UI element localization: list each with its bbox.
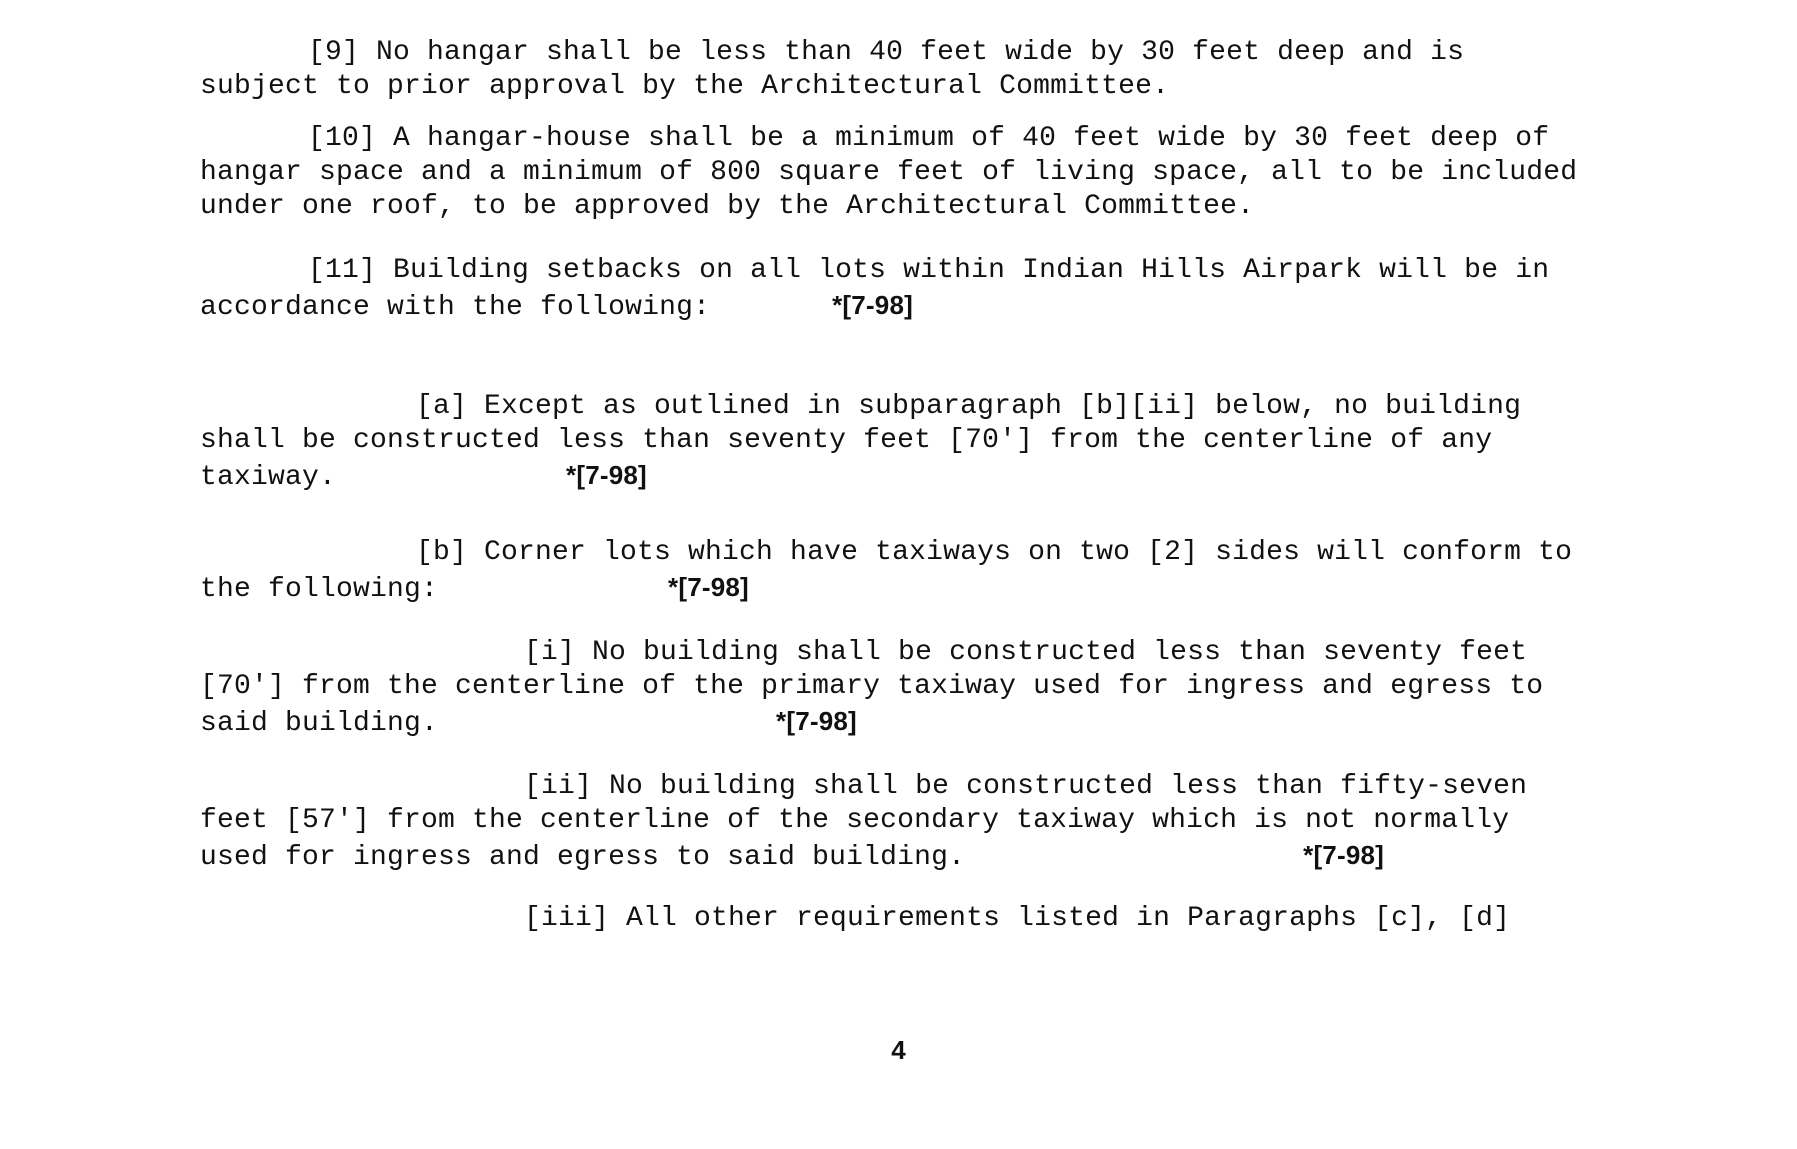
paragraph-9 [200, 36, 1590, 104]
subparagraph-b-i-text: [i] No building shall be constructed less than seventy feet [70'] from the centerline of the primary taxiway used for ingress and egress to said building. [200, 637, 1544, 739]
paragraph-9-text: [9] No hangar shall be less than 40 feet wide by 30 feet deep and is subject to prior approval by the Architectural Committee. [200, 37, 1465, 102]
revision-tag: *[7-98] [1303, 840, 1384, 870]
revision-tag: *[7-98] [668, 572, 749, 602]
subparagraph-b-iii [200, 902, 1590, 936]
subparagraph-b-text: [b] Corner lots which have taxiways on two [2] sides will conform to the following: [200, 537, 1573, 605]
subparagraph-b-ii-text: [ii] No building shall be constructed less than fifty-seven feet [57'] from the centerline of the secondary taxiway which is not normally used for ingress and egress to said building. [200, 771, 1528, 873]
paragraph-10-text: [10] A hangar-house shall be a minimum of 40 feet wide by 30 feet deep of hangar space and a minimum of 800 square feet of living space, all to be included under one roof, to be approved by the Architectural Committee. [200, 123, 1578, 222]
paragraph-10 [200, 122, 1590, 224]
paragraph-11-text: [11] Building setbacks on all lots within Indian Hills Airpark will be in accordance with the following: [200, 255, 1550, 323]
subparagraph-b-ii [200, 770, 1590, 875]
revision-tag: *[7-98] [566, 460, 647, 490]
subparagraph-b-iii-text: [iii] All other requirements listed in Paragraphs [c], [d] [524, 903, 1511, 934]
page-number: 4 [891, 1035, 906, 1065]
subparagraph-b-i [200, 636, 1590, 741]
paragraph-11 [200, 254, 1590, 325]
subparagraph-a-text: [a] Except as outlined in subparagraph [b][ii] below, no building shall be constructed less than seventy feet [70'] from the centerline of any taxiway. [200, 391, 1522, 493]
subparagraph-b [200, 536, 1590, 607]
revision-tag: *[7-98] [776, 706, 857, 736]
revision-tag: *[7-98] [832, 290, 913, 320]
subparagraph-a [200, 390, 1590, 495]
